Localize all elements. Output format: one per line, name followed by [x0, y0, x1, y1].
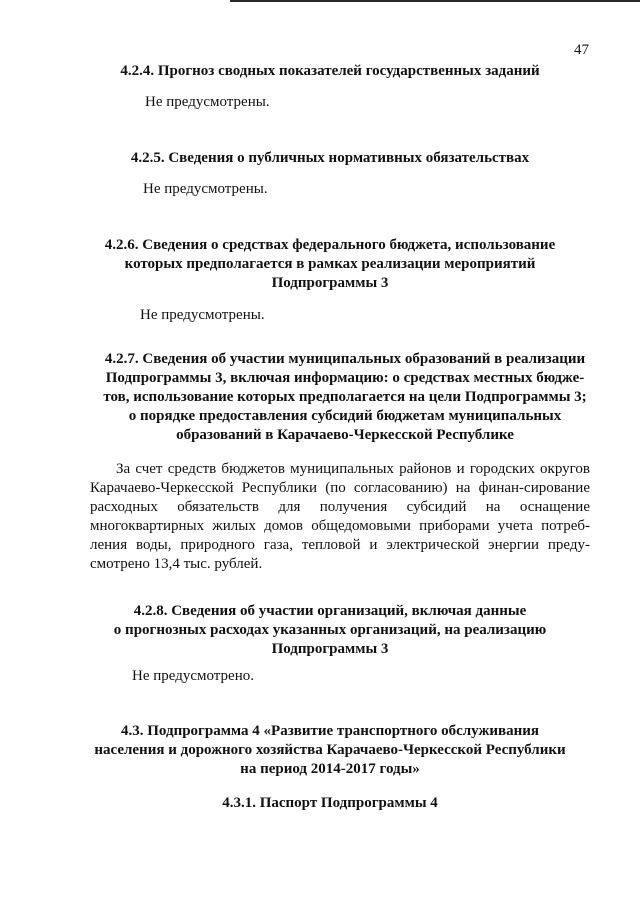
- page-number: 47: [574, 42, 589, 58]
- heading-line: Подпрограммы 3: [271, 641, 389, 657]
- heading-line: Подпрограммы 3, включая информацию: о средствах местных бюдже-: [105, 370, 585, 386]
- scan-edge-line: [230, 0, 640, 2]
- heading-line: 4.3. Подпрограмма 4 «Развитие транспортного обслуживания: [121, 723, 539, 739]
- text-4-2-6: Не предусмотрены.: [140, 307, 265, 323]
- heading-line: образований в Карачаево-Черкесской Республике: [176, 427, 514, 443]
- text-4-2-7: За счет средств бюджетов муниципальных районов и городских округов Карачаево-Черкесской Республики (по согласованию) на финан-сирование расходных обязательств для получения субсидий на оснащение многоквартирных жилых домов общедомовыми приборами учета потреб-ления воды, природного газа, тепловой и электрической энергии преду-смотрено 13,4 тыс. рублей.: [90, 461, 590, 572]
- heading-4-2-6: [100, 236, 560, 293]
- heading-line: тов, использование которых предполагается на цели Подпрограммы 3;: [103, 389, 587, 405]
- heading-4-2-5: 4.2.5. Сведения о публичных нормативных обязательствах: [130, 150, 530, 166]
- heading-line: на период 2014-2017 годы»: [240, 761, 420, 777]
- text-4-2-4: Не предусмотрены.: [145, 94, 270, 110]
- heading-line: о прогнозных расходах указанных организаций, на реализацию: [113, 622, 547, 638]
- heading-line: 4.2.8. Сведения об участии организаций, включая данные: [133, 603, 527, 619]
- heading-4-3-1: 4.3.1. Паспорт Подпрограммы 4: [222, 795, 438, 811]
- heading-4-2-4: 4.2.4. Прогноз сводных показателей государственных заданий: [120, 63, 540, 79]
- text-4-2-8: Не предусмотрено.: [132, 668, 254, 684]
- heading-line: населения и дорожного хозяйства Карачаево-Черкесской Республики: [94, 742, 566, 758]
- heading-4-2-8: [100, 602, 560, 659]
- heading-line: 4.2.6. Сведения о средствах федерального бюджета, использование: [104, 237, 556, 253]
- heading-line: 4.2.7. Сведения об участии муниципальных образований в реализации: [104, 351, 586, 367]
- heading-line: о порядке предоставления субсидий бюджетам муниципальных: [128, 408, 562, 424]
- heading-line: Подпрограммы 3: [271, 275, 389, 291]
- heading-4-3: [90, 722, 570, 779]
- heading-4-2-7: [95, 350, 595, 445]
- heading-line: которых предполагается в рамках реализации мероприятий: [124, 256, 536, 272]
- text-4-2-5: Не предусмотрены.: [143, 181, 268, 197]
